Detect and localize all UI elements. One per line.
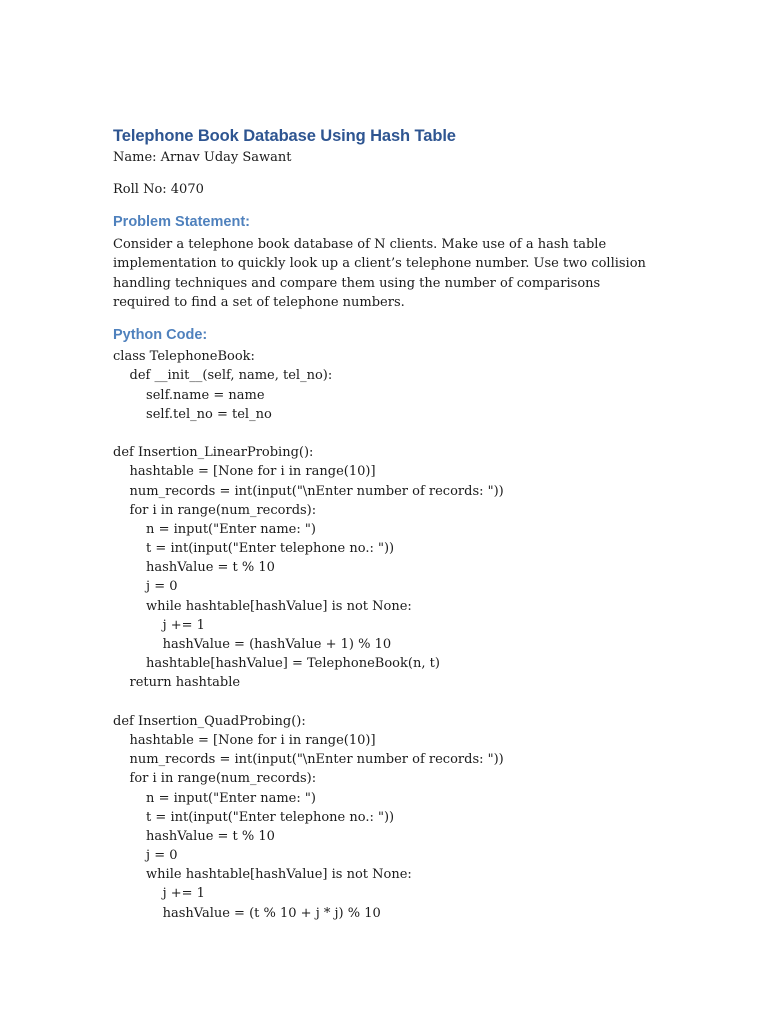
document-page bbox=[113, 124, 653, 923]
code-line: self.tel_no = tel_no bbox=[113, 406, 272, 422]
code-line: self.name = name bbox=[113, 387, 265, 403]
code-line: hashValue = t % 10 bbox=[113, 560, 275, 576]
code-line: def Insertion_LinearProbing(): bbox=[113, 445, 314, 461]
code-line: def __init__(self, name, tel_no): bbox=[113, 368, 333, 384]
code-line: while hashtable[hashValue] is not None: bbox=[113, 867, 412, 883]
roll-number: Roll No: 4070 bbox=[113, 182, 204, 197]
code-line: for i in range(num_records): bbox=[113, 771, 317, 787]
code-line: hashValue = t % 10 bbox=[113, 828, 275, 844]
code-line: class TelephoneBook: bbox=[113, 349, 255, 365]
code-line: j = 0 bbox=[113, 848, 178, 864]
code-block bbox=[113, 347, 653, 923]
code-line: n = input("Enter name: ") bbox=[113, 521, 316, 537]
code-line: hashtable[hashValue] = TelephoneBook(n, t) bbox=[113, 656, 440, 672]
code-line: hashValue = (t % 10 + j * j) % 10 bbox=[113, 905, 381, 921]
author-name: Name: Arnav Uday Sawant bbox=[113, 150, 292, 165]
document-title: Telephone Book Database Using Hash Table bbox=[113, 127, 456, 145]
code-line bbox=[113, 693, 653, 712]
code-line: while hashtable[hashValue] is not None: bbox=[113, 598, 412, 614]
code-line: j += 1 bbox=[113, 886, 205, 902]
code-line: hashtable = [None for i in range(10)] bbox=[113, 732, 376, 748]
problem-statement-text: Consider a telephone book database of N clients. Make use of a hash table implementation to quickly look up a client’s telephone number. Use two collision handling techniques and compare them using the number of comparisons required to find a set of telephone numbers. bbox=[113, 237, 646, 310]
code-line: hashtable = [None for i in range(10)] bbox=[113, 464, 376, 480]
code-line: for i in range(num_records): bbox=[113, 502, 317, 518]
code-line: t = int(input("Enter telephone no.: ")) bbox=[113, 541, 395, 557]
code-line: j += 1 bbox=[113, 617, 205, 633]
code-line: num_records = int(input("\nEnter number of records: ")) bbox=[113, 483, 504, 499]
python-code-heading: Python Code: bbox=[113, 327, 208, 344]
code-line: hashValue = (hashValue + 1) % 10 bbox=[113, 637, 392, 652]
code-line: j = 0 bbox=[113, 579, 178, 595]
code-line: def Insertion_QuadProbing(): bbox=[113, 713, 306, 729]
code-line: t = int(input("Enter telephone no.: ")) bbox=[113, 809, 395, 825]
problem-statement-heading: Problem Statement: bbox=[113, 214, 250, 230]
code-line: n = input("Enter name: ") bbox=[113, 790, 316, 806]
code-line: num_records = int(input("\nEnter number of records: ")) bbox=[113, 752, 504, 768]
code-line: return hashtable bbox=[113, 675, 241, 691]
code-line bbox=[113, 424, 653, 443]
